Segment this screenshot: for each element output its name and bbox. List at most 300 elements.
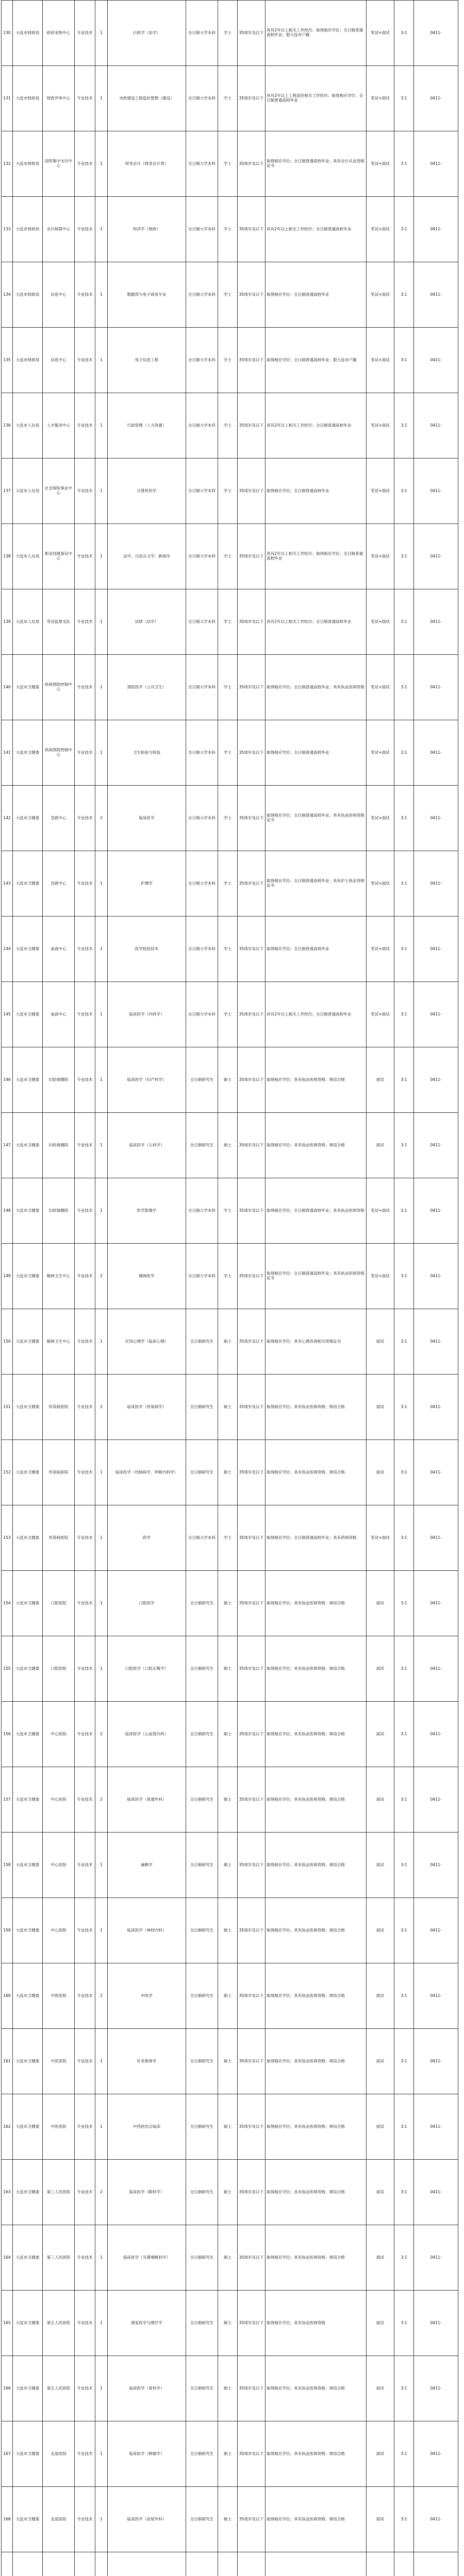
document-page	[1, 0, 463, 2576]
cell-ratio: 3:1	[394, 1963, 414, 2029]
cell-degree: 硕士	[218, 1309, 238, 1375]
cell-other-conditions: 具有2年以上工程造价相关工作经历；取得相应学位；全日制普通高校毕业	[266, 66, 367, 131]
cell-major: 临床医学（神经内科）	[108, 1898, 186, 1963]
cell-note: 0411-	[414, 1440, 458, 1505]
cell-age: 35周岁及以下	[238, 1309, 266, 1375]
cell-degree: 硕士	[218, 2356, 238, 2421]
cell-employer: 大连市人社局	[13, 589, 43, 655]
cell-ratio: 3:1	[394, 262, 414, 328]
cell-dept: 第五人民医院	[43, 2356, 75, 2421]
cell-other-conditions: 取得相应学位；具有执业医师资格；规培合格	[266, 1833, 367, 1898]
cell-degree: 学士	[218, 262, 238, 328]
cell-employer: 大连市卫健委	[13, 1375, 43, 1440]
cell-age: 35周岁及以下	[238, 982, 266, 1047]
cell-major	[108, 2552, 186, 2576]
cell-age: 35周岁及以下	[238, 2094, 266, 2160]
cell-note: 0411-	[414, 2225, 458, 2291]
cell-no: 151	[2, 1375, 13, 1440]
cell-post-type: 专业技术	[75, 393, 95, 459]
cell-ratio: 3:1	[394, 2421, 414, 2487]
cell-age: 35周岁及以下	[238, 1440, 266, 1505]
cell-exam-method: 面试	[367, 1963, 394, 2029]
table-row	[2, 1833, 458, 1898]
table-row	[2, 786, 458, 851]
cell-other-conditions: 取得相应学位；全日制普通高校毕业；具有执业医师资格证书	[266, 786, 367, 851]
cell-other-conditions: 具有2年以上相关工作经历；全日制普通高校毕业	[266, 589, 367, 655]
cell-degree: 学士	[218, 982, 238, 1047]
cell-no: 147	[2, 1113, 13, 1178]
cell-degree: 学士	[218, 131, 238, 197]
cell-post-type: 专业技术	[75, 1113, 95, 1178]
cell-note: 0411-	[414, 1571, 458, 1636]
cell-age: 35周岁及以下	[238, 2487, 266, 2552]
table-row	[2, 2160, 458, 2225]
cell-ratio: 3:1	[394, 328, 414, 393]
cell-no: 153	[2, 1505, 13, 1571]
cell-post-type: 专业技术	[75, 2487, 95, 2552]
cell-no: 131	[2, 66, 13, 131]
cell-no: 166	[2, 2356, 13, 2421]
cell-age: 35周岁及以下	[238, 786, 266, 851]
table-row	[2, 2356, 458, 2421]
cell-note: 0411-	[414, 2421, 458, 2487]
cell-no: 160	[2, 1963, 13, 2029]
cell-education: 全日制大学本科	[186, 982, 218, 1047]
cell-degree: 学士	[218, 917, 238, 982]
cell-major: 医学检验技术	[108, 917, 186, 982]
cell-other-conditions: 取得相应学位；具有执业医师资格；规培合格	[266, 2421, 367, 2487]
cell-employer: 大连市人社局	[13, 459, 43, 524]
cell-exam-method: 面试	[367, 1898, 394, 1963]
cell-other-conditions: 取得相应学位；全日制普通高校毕业；具有护士执业资格证书	[266, 851, 367, 917]
cell-employer: 大连市人社局	[13, 524, 43, 589]
cell-exam-method: 面试	[367, 1309, 394, 1375]
cell-exam-method: 笔试+面试	[367, 917, 394, 982]
cell-no: 137	[2, 459, 13, 524]
cell-no: 167	[2, 2421, 13, 2487]
cell-ratio: 3:1	[394, 2225, 414, 2291]
cell-degree: 学士	[218, 459, 238, 524]
cell-employer: 大连市财政局	[13, 1, 43, 66]
cell-education: 全日制大学本科	[186, 66, 218, 131]
cell-dept: 传染病医院	[43, 1375, 75, 1440]
cell-major: 临床医学（妇产科学）	[108, 1047, 186, 1113]
cell-note: 0411-	[414, 262, 458, 328]
cell-education: 全日制大学本科	[186, 1244, 218, 1309]
cell-dept	[43, 2552, 75, 2576]
cell-count: 1	[95, 1636, 108, 1702]
cell-degree: 学士	[218, 524, 238, 589]
cell-exam-method: 笔试+面试	[367, 131, 394, 197]
cell-major: 中西医结合临床	[108, 2094, 186, 2160]
cell-post-type: 专业技术	[75, 851, 95, 917]
cell-note: 0411-	[414, 1767, 458, 1833]
cell-no: 144	[2, 917, 13, 982]
cell-note: 0411-	[414, 459, 458, 524]
cell-no: 133	[2, 197, 13, 262]
cell-major: 临床医学（肿瘤学）	[108, 2421, 186, 2487]
cell-ratio: 3:1	[394, 1375, 414, 1440]
cell-education: 全日制研究生	[186, 2160, 218, 2225]
cell-count: 1	[95, 1833, 108, 1898]
cell-education: 全日制大学本科	[186, 393, 218, 459]
table-row	[2, 328, 458, 393]
cell-post-type: 专业技术	[75, 1505, 95, 1571]
cell-employer: 大连市卫健委	[13, 2094, 43, 2160]
cell-count: 1	[95, 2291, 108, 2356]
cell-degree: 硕士	[218, 2094, 238, 2160]
cell-education: 全日制大学本科	[186, 1505, 218, 1571]
table-row	[2, 720, 458, 786]
cell-exam-method: 面试	[367, 1767, 394, 1833]
cell-count: 1	[95, 459, 108, 524]
cell-dept: 血液中心	[43, 917, 75, 982]
cell-no: 141	[2, 720, 13, 786]
cell-age: 35周岁及以下	[238, 459, 266, 524]
cell-ratio: 3:1	[394, 1113, 414, 1178]
cell-exam-method: 面试	[367, 1113, 394, 1178]
cell-education: 全日制大学本科	[186, 917, 218, 982]
cell-no: 165	[2, 2291, 13, 2356]
cell-other-conditions: 取得相应学位；具有执业医师资格	[266, 2291, 367, 2356]
cell-no: 148	[2, 1178, 13, 1244]
cell-age: 35周岁及以下	[238, 2029, 266, 2094]
cell-other-conditions: 取得相应学位；具有执业医师资格；规培合格	[266, 1375, 367, 1440]
table-row	[2, 589, 458, 655]
cell-major: 医学影像学	[108, 1178, 186, 1244]
cell-major: 预防医学（公共卫生）	[108, 655, 186, 720]
cell-count: 1	[95, 393, 108, 459]
table-row	[2, 1244, 458, 1309]
cell-age: 35周岁及以下	[238, 2356, 266, 2421]
cell-ratio: 3:1	[394, 1636, 414, 1702]
cell-exam-method: 笔试+面试	[367, 524, 394, 589]
cell-other-conditions: 取得相应学位；全日制普通高校毕业	[266, 262, 367, 328]
cell-ratio: 3:1	[394, 2487, 414, 2552]
cell-ratio: 3:1	[394, 1702, 414, 1767]
cell-degree: 硕士	[218, 2225, 238, 2291]
cell-note: 0411-	[414, 393, 458, 459]
cell-degree: 学士	[218, 197, 238, 262]
cell-age: 35周岁及以下	[238, 720, 266, 786]
cell-age: 35周岁及以下	[238, 1047, 266, 1113]
cell-other-conditions: 具有2年以上相关工作经历；取得相应学位；全日制普通高校毕业；限大连市户籍	[266, 1, 367, 66]
cell-major: 临床医学（内科学）	[108, 982, 186, 1047]
cell-post-type: 专业技术	[75, 1898, 95, 1963]
table-row	[2, 655, 458, 720]
cell-major: 口腔医学	[108, 1571, 186, 1636]
cell-note: 0411-	[414, 982, 458, 1047]
cell-ratio: 3:1	[394, 851, 414, 917]
cell-post-type: 专业技术	[75, 589, 95, 655]
cell-other-conditions: 取得相应学位；具有执业医师资格；规培合格	[266, 1898, 367, 1963]
cell-exam-method: 面试	[367, 1375, 394, 1440]
table-row	[2, 131, 458, 197]
cell-degree: 学士	[218, 786, 238, 851]
cell-post-type: 专业技术	[75, 524, 95, 589]
cell-age: 35周岁及以下	[238, 1178, 266, 1244]
cell-degree: 硕士	[218, 1636, 238, 1702]
cell-major: 临床医学（儿科学）	[108, 1113, 186, 1178]
cell-dept: 口腔医院	[43, 1571, 75, 1636]
cell-dept: 中心医院	[43, 1833, 75, 1898]
table-row	[2, 917, 458, 982]
cell-major: 康复医学与理疗学	[108, 2291, 186, 2356]
cell-other-conditions: 取得相应学位；具有心理咨询相关资格证书	[266, 1309, 367, 1375]
table-row	[2, 2421, 458, 2487]
cell-education: 全日制研究生	[186, 1309, 218, 1375]
cell-employer: 大连市卫健委	[13, 2421, 43, 2487]
cell-major: 临床医学	[108, 786, 186, 851]
cell-other-conditions: 取得相应学位；全日制普通高校毕业；具有会计从业资格证书	[266, 131, 367, 197]
cell-post-type: 专业技术	[75, 1963, 95, 2029]
cell-other-conditions: 取得相应学位；具有执业医师资格；规培合格	[266, 1767, 367, 1833]
cell-major: 临床医学（耳鼻咽喉科学）	[108, 2225, 186, 2291]
cell-ratio: 3:1	[394, 393, 414, 459]
cell-count: 2	[95, 1375, 108, 1440]
cell-other-conditions: 取得相应学位；具有执业医师资格；规培合格	[266, 1636, 367, 1702]
cell-employer: 大连市卫健委	[13, 1571, 43, 1636]
cell-other-conditions: 具有2年以上相关工作经历；取得相应学位；全日制普通高校毕业	[266, 524, 367, 589]
table-row	[2, 851, 458, 917]
cell-count: 1	[95, 1113, 108, 1178]
cell-count: 1	[95, 982, 108, 1047]
cell-exam-method: 面试	[367, 2487, 394, 2552]
cell-count	[95, 2552, 108, 2576]
table-row	[2, 197, 458, 262]
cell-other-conditions: 取得相应学位；全日制普通高校毕业	[266, 459, 367, 524]
cell-degree: 学士	[218, 589, 238, 655]
cell-no: 130	[2, 1, 13, 66]
cell-no: 155	[2, 1636, 13, 1702]
cell-major: 电子信息工程	[108, 328, 186, 393]
cell-age: 35周岁及以下	[238, 2160, 266, 2225]
cell-employer: 大连市卫健委	[13, 1767, 43, 1833]
table-row	[2, 1178, 458, 1244]
cell-major: 临床医学（眼科学）	[108, 2160, 186, 2225]
cell-ratio: 3:1	[394, 66, 414, 131]
cell-note: 0411-	[414, 1244, 458, 1309]
cell-note	[414, 2552, 458, 2576]
cell-dept: 急救中心	[43, 851, 75, 917]
cell-note: 0411-	[414, 2094, 458, 2160]
cell-count: 2	[95, 1963, 108, 2029]
cell-education: 全日制研究生	[186, 1440, 218, 1505]
cell-degree: 硕士	[218, 1963, 238, 2029]
cell-employer: 大连市卫健委	[13, 1833, 43, 1898]
cell-dept: 社会保险事业中心	[43, 459, 75, 524]
cell-employer: 大连市卫健委	[13, 786, 43, 851]
cell-post-type: 专业技术	[75, 1178, 95, 1244]
cell-post-type: 专业技术	[75, 720, 95, 786]
cell-note: 0411-	[414, 1636, 458, 1702]
cell-education: 全日制大学本科	[186, 1, 218, 66]
cell-count: 1	[95, 917, 108, 982]
cell-exam-method: 面试	[367, 1440, 394, 1505]
cell-major: 护理学	[108, 851, 186, 917]
cell-count: 1	[95, 1309, 108, 1375]
cell-education: 全日制大学本科	[186, 262, 218, 328]
cell-age: 35周岁及以下	[238, 1636, 266, 1702]
cell-exam-method: 笔试+面试	[367, 262, 394, 328]
cell-degree: 硕士	[218, 2160, 238, 2225]
cell-count: 1	[95, 197, 108, 262]
cell-age: 35周岁及以下	[238, 851, 266, 917]
cell-degree: 学士	[218, 1, 238, 66]
cell-major: 市政建设工程造价管理（建设）	[108, 66, 186, 131]
cell-exam-method: 笔试+面试	[367, 1505, 394, 1571]
cell-major: 临床医学（骨科学）	[108, 2356, 186, 2421]
cell-other-conditions: 取得相应学位；具有执业医师资格；规培合格	[266, 2487, 367, 2552]
cell-employer: 大连市卫健委	[13, 1113, 43, 1178]
cell-count: 2	[95, 2160, 108, 2225]
cell-other-conditions: 取得相应学位；全日制普通高校毕业；具有执业医师资格证书	[266, 1244, 367, 1309]
cell-ratio: 3:1	[394, 1244, 414, 1309]
cell-age: 35周岁及以下	[238, 1833, 266, 1898]
cell-note: 0411-	[414, 1375, 458, 1440]
cell-education	[186, 2552, 218, 2576]
cell-other-conditions: 具有2年以上相关工作经历；全日制普通高校毕业	[266, 393, 367, 459]
cell-exam-method: 面试	[367, 2291, 394, 2356]
cell-no: 149	[2, 1244, 13, 1309]
cell-note: 0411-	[414, 524, 458, 589]
cell-count: 1	[95, 1505, 108, 1571]
cell-ratio: 3:1	[394, 786, 414, 851]
cell-no: 159	[2, 1898, 13, 1963]
cell-other-conditions: 取得相应学位；具有执业医师资格；规培合格	[266, 2029, 367, 2094]
cell-employer	[13, 2552, 43, 2576]
table-row	[2, 2487, 458, 2552]
cell-age: 35周岁及以下	[238, 2291, 266, 2356]
cell-other-conditions: 取得相应学位；具有执业医师资格；规培合格	[266, 1702, 367, 1767]
cell-no: 135	[2, 328, 13, 393]
cell-no: 146	[2, 1047, 13, 1113]
cell-ratio: 3:1	[394, 2291, 414, 2356]
cell-other-conditions: 取得相应学位；具有执业医师资格；规培合格	[266, 1047, 367, 1113]
cell-note: 0411-	[414, 1702, 458, 1767]
cell-age: 35周岁及以下	[238, 328, 266, 393]
cell-post-type: 专业技术	[75, 2356, 95, 2421]
table-row	[2, 393, 458, 459]
cell-employer: 大连市卫健委	[13, 1963, 43, 2029]
cell-age: 35周岁及以下	[238, 2421, 266, 2487]
cell-other-conditions: 取得相应学位；全日制普通高校毕业	[266, 917, 367, 982]
cell-count: 1	[95, 131, 108, 197]
cell-other-conditions: 具有2年以上相关工作经历；全日制普通高校毕业	[266, 197, 367, 262]
cell-other-conditions: 取得相应学位；具有执业医师资格；规培合格	[266, 1113, 367, 1178]
cell-no: 163	[2, 2160, 13, 2225]
cell-other-conditions: 取得相应学位；全日制普通高校毕业；限大连市户籍	[266, 328, 367, 393]
table-row	[2, 524, 458, 589]
cell-age: 35周岁及以下	[238, 262, 266, 328]
cell-count: 2	[95, 786, 108, 851]
cell-ratio: 3:1	[394, 1571, 414, 1636]
cell-age: 35周岁及以下	[238, 1244, 266, 1309]
cell-post-type: 专业技术	[75, 982, 95, 1047]
cell-employer: 大连市卫健委	[13, 1244, 43, 1309]
cell-post-type: 专业技术	[75, 131, 95, 197]
cell-post-type: 专业技术	[75, 328, 95, 393]
cell-degree: 硕士	[218, 1375, 238, 1440]
cell-major: 针灸推拿学	[108, 2029, 186, 2094]
cell-dept: 口腔医院	[43, 1636, 75, 1702]
cell-dept: 精神卫生中心	[43, 1244, 75, 1309]
cell-dept: 人才服务中心	[43, 393, 75, 459]
cell-count: 1	[95, 655, 108, 720]
cell-note: 0411-	[414, 589, 458, 655]
cell-age: 35周岁及以下	[238, 524, 266, 589]
cell-degree: 学士	[218, 1244, 238, 1309]
cell-age: 35周岁及以下	[238, 1767, 266, 1833]
cell-ratio: 3:1	[394, 1833, 414, 1898]
cell-count: 1	[95, 2421, 108, 2487]
cell-education: 全日制研究生	[186, 1963, 218, 2029]
table-body	[2, 1, 458, 2576]
cell-employer: 大连市卫健委	[13, 2029, 43, 2094]
cell-exam-method: 笔试+面试	[367, 655, 394, 720]
cell-post-type: 专业技术	[75, 1375, 95, 1440]
cell-no: 142	[2, 786, 13, 851]
cell-ratio: 3:1	[394, 1767, 414, 1833]
cell-note: 0411-	[414, 2291, 458, 2356]
table-row	[2, 1113, 458, 1178]
cell-post-type: 专业技术	[75, 2225, 95, 2291]
cell-education: 全日制研究生	[186, 1702, 218, 1767]
cell-other-conditions: 取得相应学位；具有执业医师资格；规培合格	[266, 2225, 367, 2291]
cell-note: 0411-	[414, 66, 458, 131]
cell-degree: 学士	[218, 655, 238, 720]
cell-post-type: 专业技术	[75, 2094, 95, 2160]
cell-post-type: 专业技术	[75, 1767, 95, 1833]
cell-age: 35周岁及以下	[238, 2225, 266, 2291]
cell-education: 全日制研究生	[186, 2421, 218, 2487]
cell-ratio: 3:1	[394, 982, 414, 1047]
cell-education: 全日制大学本科	[186, 328, 218, 393]
cell-major: 临床医学（泌尿外科）	[108, 2487, 186, 2552]
cell-exam-method	[367, 2552, 394, 2576]
table-row	[2, 2291, 458, 2356]
cell-age: 35周岁及以下	[238, 1702, 266, 1767]
cell-dept: 中医医院	[43, 1963, 75, 2029]
cell-post-type: 专业技术	[75, 459, 95, 524]
cell-major: 精神医学	[108, 1244, 186, 1309]
cell-no: 161	[2, 2029, 13, 2094]
cell-education: 全日制大学本科	[186, 786, 218, 851]
cell-ratio: 3:1	[394, 1440, 414, 1505]
cell-age: 35周岁及以下	[238, 589, 266, 655]
cell-count: 1	[95, 851, 108, 917]
table-row	[2, 2094, 458, 2160]
cell-dept: 第三人民医院	[43, 2160, 75, 2225]
cell-degree: 学士	[218, 328, 238, 393]
table-row	[2, 1047, 458, 1113]
cell-other-conditions: 取得相应学位；全日制普通高校毕业	[266, 720, 367, 786]
cell-post-type: 专业技术	[75, 2421, 95, 2487]
cell-ratio: 3:1	[394, 917, 414, 982]
cell-major: 行政学（法学）	[108, 1, 186, 66]
cell-exam-method: 面试	[367, 1702, 394, 1767]
cell-count: 1	[95, 1, 108, 66]
cell-no: 156	[2, 1702, 13, 1767]
cell-ratio: 3:1	[394, 1309, 414, 1375]
cell-major: 数据库与电子商务专业	[108, 262, 186, 328]
cell-employer: 大连市卫健委	[13, 2225, 43, 2291]
cell-other-conditions: 取得相应学位；具有执业医师资格；规培合格	[266, 2160, 367, 2225]
cell-exam-method: 面试	[367, 2160, 394, 2225]
cell-ratio: 3:1	[394, 1047, 414, 1113]
cell-age: 35周岁及以下	[238, 1898, 266, 1963]
cell-dept: 中心医院	[43, 1898, 75, 1963]
